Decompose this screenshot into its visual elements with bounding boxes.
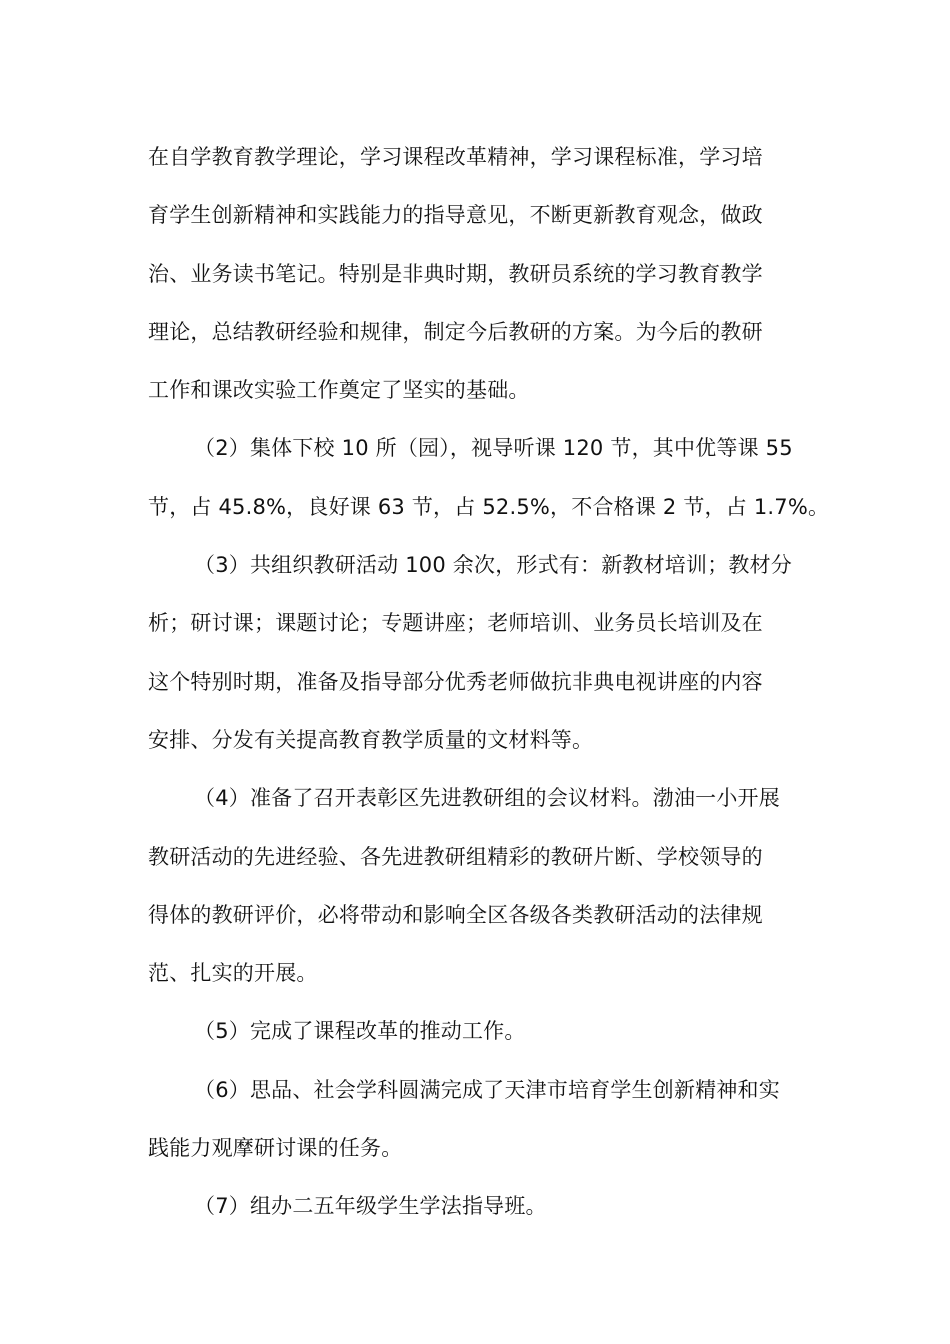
text-line: 范、扎实的开展。 <box>148 961 318 986</box>
body-text <box>148 128 830 1236</box>
text-line: 在自学教育教学理论，学习课程改革精神，学习课程标准，学习培 <box>148 145 763 169</box>
text-line: 安排、分发有关提高教育教学质量的文材料等。 <box>148 727 594 752</box>
text-line: 得体的教研评价，必将带动和影响全区各级各类教研活动的法律规 <box>148 902 763 927</box>
text-line: 这个特别时期，准备及指导部分优秀老师做抗非典电视讲座的内容 <box>148 669 763 694</box>
text-line: 节，占 45.8%，良好课 63 节，占 52.5%，不合格课 2 节，占 1.7%。 <box>148 494 830 519</box>
paragraph-5: （5）完成了课程改革的推动工作。 <box>194 1019 526 1044</box>
text-line: 治、业务读书笔记。特别是非典时期，教研员系统的学习教育教学 <box>148 261 763 286</box>
text-line: 践能力观摩研讨课的任务。 <box>148 1136 403 1161</box>
text-line: 析；研讨课；课题讨论；专题讲座；老师培训、业务员长培训及在 <box>148 611 763 636</box>
text-line: 教研活动的先进经验、各先进教研组精彩的教研片断、学校领导的 <box>148 844 763 869</box>
paragraph-2-start: （2）集体下校 10 所（园），视导听课 120 节，其中优等课 55 <box>194 436 793 461</box>
text-line: 理论，总结教研经验和规律，制定今后教研的方案。为今后的教研 <box>148 319 763 344</box>
paragraph-4-start: （4）准备了召开表彰区先进教研组的会议材料。渤油一小开展 <box>194 786 780 811</box>
text-line: 育学生创新精神和实践能力的指导意见，不断更新教育观念，做政 <box>148 203 763 228</box>
paragraph-6-start: （6）思品、社会学科圆满完成了天津市培育学生创新精神和实 <box>194 1077 780 1102</box>
text-line: 工作和课改实验工作奠定了坚实的基础。 <box>148 378 530 403</box>
paragraph-7: （7）组办二五年级学生学法指导班。 <box>194 1194 547 1219</box>
paragraph-3-start: （3）共组织教研活动 100 余次，形式有：新教材培训；教材分 <box>194 553 792 578</box>
